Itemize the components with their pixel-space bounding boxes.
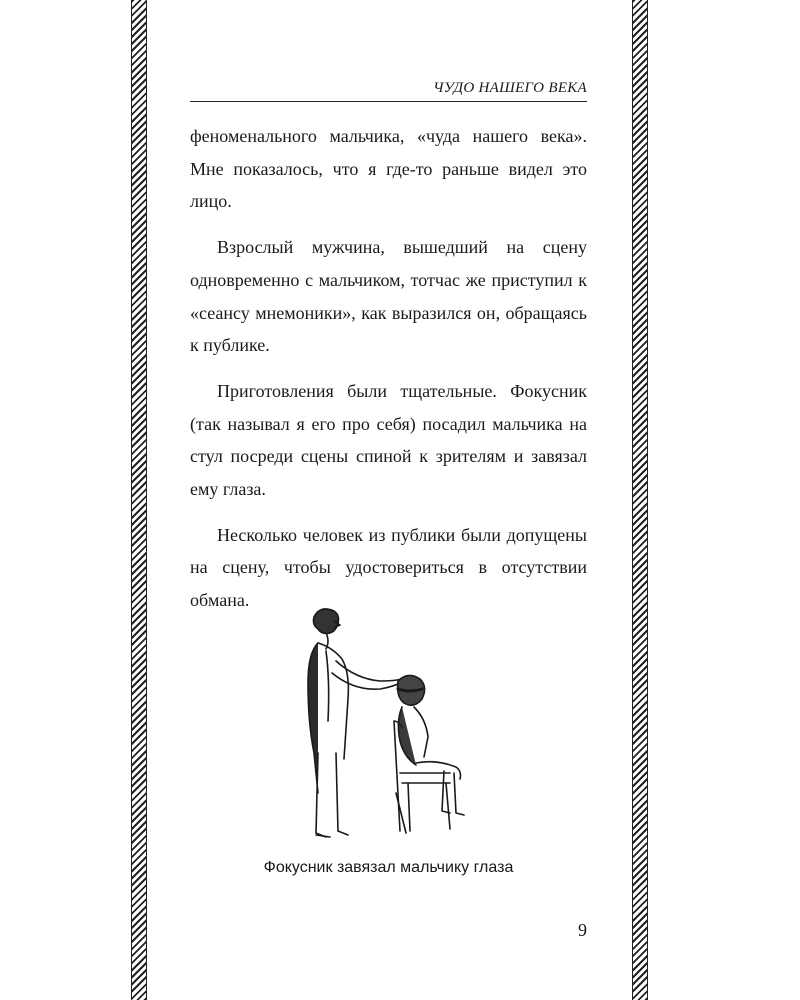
illustration-magician-blindfolding-boy	[296, 603, 476, 848]
running-head: ЧУДО НАШЕГО ВЕКА	[433, 80, 587, 96]
decorative-border-right	[632, 0, 648, 1000]
paragraph: Взрослый мужчина, вышедший на сцену одновременно с мальчиком, тотчас же приступил к «сеансу мнемоники», как выразился он, обращаясь к публике.	[190, 237, 587, 356]
paragraph: Несколько человек из публики были допущены на сцену, чтобы удостовериться в отсутствии обмана.	[190, 524, 587, 611]
paragraph: феноменального мальчика, «чуда нашего века». Мне показалось, что я где-то раньше видел это лицо.	[190, 126, 587, 212]
page-number: 9	[578, 920, 587, 940]
paragraph: Приготовления были тщательные. Фокусник (так называл я его про себя) посадил мальчика на стул посреди сцены спиной к зрителям и завязал ему глаза.	[190, 380, 587, 500]
header-rule	[190, 101, 587, 102]
illustration-caption: Фокусник завязал мальчику глаза	[263, 859, 514, 876]
decorative-border-left	[131, 0, 147, 1000]
body-text	[190, 120, 587, 630]
